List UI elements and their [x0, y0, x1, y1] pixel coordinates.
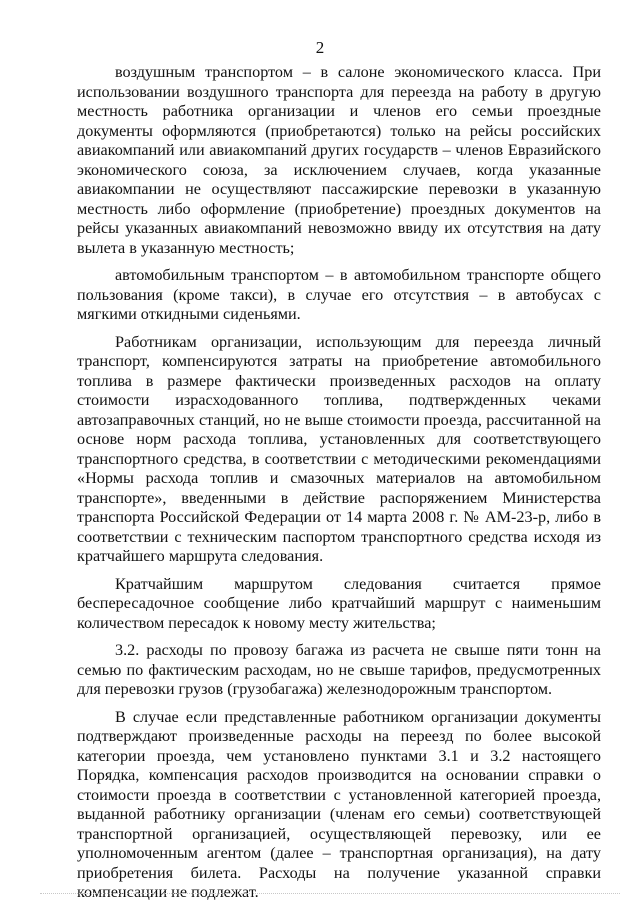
document-body [77, 63, 601, 903]
paragraph-road-transport: автомобильным транспортом – в автомобильном транспорте общего пользования (кроме такси), в случае его отсутствия – в автобусах с мягкими откидными сиденьями. [77, 266, 601, 323]
paragraph-luggage: 3.2. расходы по провозу багажа из расчета не свыше пяти тонн на семью по фактическим расходам, но не свыше тарифов, предусмотренных для перевозки грузов (грузобагажа) железнодорожным транспортом. [77, 641, 601, 698]
paragraph-shortest-route: Кратчайшим маршрутом следования считается прямое беспересадочное сообщение либо кратчайший маршрут с наименьшим количеством пересадок к новому месту жительства; [77, 574, 601, 632]
page-number: 2 [315, 38, 325, 57]
scan-edge-artifact [40, 893, 620, 897]
paragraph-air-transport: воздушным транспортом – в салоне экономического класса. При использовании воздушного транспорта для переезда на работу в другую местность работника организации и членов его семьи проездные документы оформляются (приобретаются) только на рейсы российских авиакомпаний или авиакомпаний других государств – членов Евразийского экономического союза, за исключением случаев, когда указанные авиакомпании не осуществляют пассажирские перевозки в указанную местность либо оформление (приобретение) проездных документов на рейсы указанных авиакомпаний невозможно ввиду их отсутствия на дату вылета в указанную местность; [77, 63, 601, 257]
paragraph-higher-category: В случае если представленные работником организации документы подтверждают произведенные расходы на переезд по более высокой категории проезда, чем установлено пунктами 3.1 и 3.2 настоящего Порядка, компенсация расходов производится на основании справки о стоимости проезда в соответствии с установленной категорией проезда, выданной работнику организации (членам его семьи) соответствующей транспортной организацией, осуществляющей перевозку, или ее уполномоченным агентом (далее – транспортная организация), на дату приобретения билета. Расходы на получение указанной справки компенсации не подлежат. [77, 707, 601, 901]
paragraph-personal-transport: Работникам организации, использующим для переезда личный транспорт, компенсируются затраты на приобретение автомобильного топлива в размере фактически произведенных расходов на оплату стоимости израсходованного топлива, подтвержденных чеками автозаправочных станций, но не выше стоимости проезда, рассчитанной на основе норм расхода топлива, установленных для соответствующего транспортного средства, в соответствии с методическими рекомендациями «Нормы расхода топлив и смазочных материалов на автомобильном транспорте», введенными в действие распоряжением Министерства транспорта Российской Федерации от 14 марта 2008 г. № АМ-23-р, либо в соответствии с техническим паспортом транспортного средства исходя из кратчайшего маршрута следования. [77, 332, 601, 565]
